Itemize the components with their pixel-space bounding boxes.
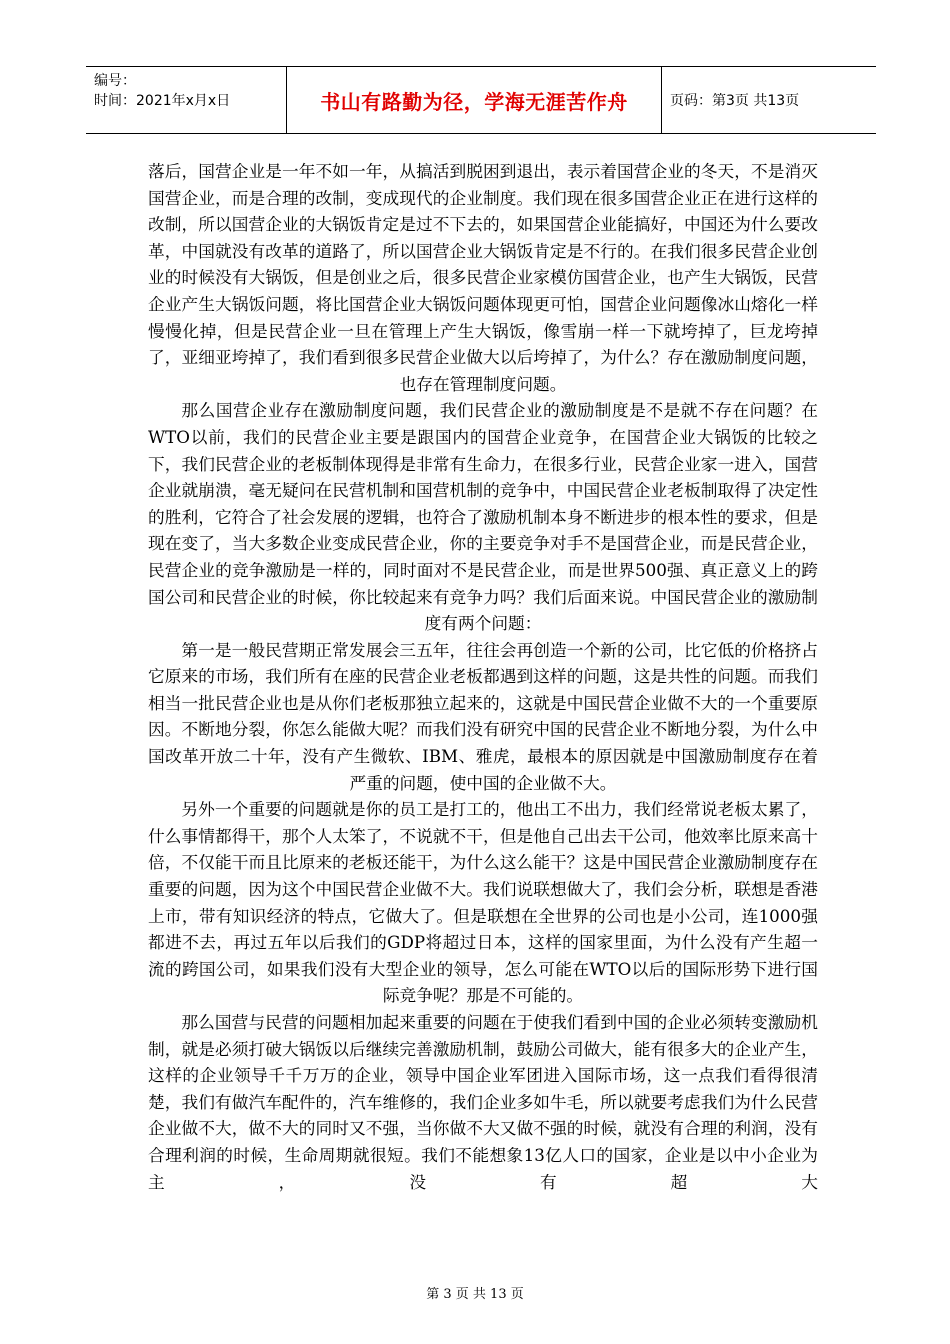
paragraph-3: 第一是一般民营期正常发展会三五年，往往会再创造一个新的公司，比它低的价格挤占它原来的市场，我们所有在座的民营企业老板都遇到这样的问题，这是共性的问题。而我们相当一批民营企业也是从你们老板那独立起来的，这就是中国民营企业做不大的一个重要原因。不断地分裂，你怎么能做大呢？而我们没有研究中国的民营企业不断地分裂，为什么中国改革开放二十年，没有产生微软、IBM、雅虎，最根本的原因就是中国激励制度存在着严重的问题，使中国的企业做不大。 (148, 639, 818, 793)
paragraph-5: 那么国营与民营的问题相加起来重要的问题在于使我们看到中国的企业必须转变激励机制，就是必须打破大锅饭以后继续完善激励机制，鼓励公司做大，能有很多大的企业产生，这样的企业领导千千万万的企业，领导中国企业军团进入国际市场，这一点我们看得很清楚，我们有做汽车配件的，汽车维修的，我们企业多如牛毛，所以就要考虑我们为什么民营企业做不大，做不大的同时又不强，当你做不大又做不强的时候，就没有合理的利润，没有合理利润的时候，生命周期就很短。我们不能想象13亿人口的国家，企业是以中小企业为主，没有超大 (148, 1012, 818, 1192)
paragraph-4: 另外一个重要的问题就是你的员工是打工的，他出工不出力，我们经常说老板太累了，什么事情都得干，那个人太笨了，不说就不干，但是他自己出去干公司，他效率比原来高十倍，不仅能干而且比原来的老板还能干，为什么这么能干？这是中国民营企业激励制度存在重要的问题，因为这个中国民营企业做不大。我们说联想做大了，我们会分析，联想是香港上市，带有知识经济的特点，它做大了。但是联想在全世界的公司也是小公司，连1000强都进不去，再过五年以后我们的GDP将超过日本，这样的国家里面，为什么没有产生超一流的跨国公司，如果我们没有大型企业的领导，怎么可能在WTO以后的国际形势下进行国际竞争呢？那是不可能的。 (148, 799, 818, 1006)
number-label: 编号： (94, 73, 136, 89)
page-header (86, 66, 876, 134)
page-footer: 第 3 页 共 13 页 (426, 1287, 524, 1302)
paragraph-2: 那么国营企业存在激励制度问题，我们民营企业的激励制度是不是就不存在问题？在WTO以前，我们的民营企业主要是跟国内的国营企业竞争，在国营企业大锅饭的比较之下，我们民营企业的老板制体现得是非常有生命力，在很多行业，民营企业家一进入，国营企业就崩溃，毫无疑问在民营机制和国营机制的竞争中，中国民营企业老板制取得了决定性的胜利，它符合了社会发展的逻辑，也符合了激励机制本身不断进步的根本性的要求，但是现在变了，当大多数企业变成民营企业，你的主要竞争对手不是国营企业，而是民营企业，民营企业的竞争激励是一样的，同时面对不是民营企业，而是世界500强、真正意义上的跨国公司和民营企业的时候，你比较起来有竞争力吗？我们后面来说。中国民营企业的激励制度有两个问题： (148, 400, 818, 634)
paragraph-1: 落后，国营企业是一年不如一年，从搞活到脱困到退出，表示着国营企业的冬天，不是消灭国营企业，而是合理的改制，变成现代的企业制度。我们现在很多国营企业正在进行这样的改制，所以国营企业的大锅饭肯定是过不下去的，如果国营企业能搞好，中国还为什么要改革，中国就没有改革的道路了，所以国营企业大锅饭肯定是不行的。在我们很多民营企业创业的时候没有大锅饭，但是创业之后，很多民营企业家模仿国营企业，也产生大锅饭，民营企业产生大锅饭问题，将比国营企业大锅饭问题体现更可怕，国营企业问题像冰山熔化一样慢慢化掉，但是民营企业一旦在管理上产生大锅饭，像雪崩一样一下就垮掉了，巨龙垮掉了，亚细亚垮掉了，我们看到很多民营企业做大以后垮掉了，为什么？存在激励制度问题，也存在管理制度问题。 (148, 161, 818, 394)
header-page-info: 页码：第3页 共13页 (670, 93, 800, 109)
time-label: 时间：2021年x月x日 (94, 93, 231, 109)
document-body (148, 158, 818, 1195)
header-motto: 书山有路勤为径，学海无涯苦作舟 (286, 67, 662, 133)
header-meta (86, 67, 286, 133)
